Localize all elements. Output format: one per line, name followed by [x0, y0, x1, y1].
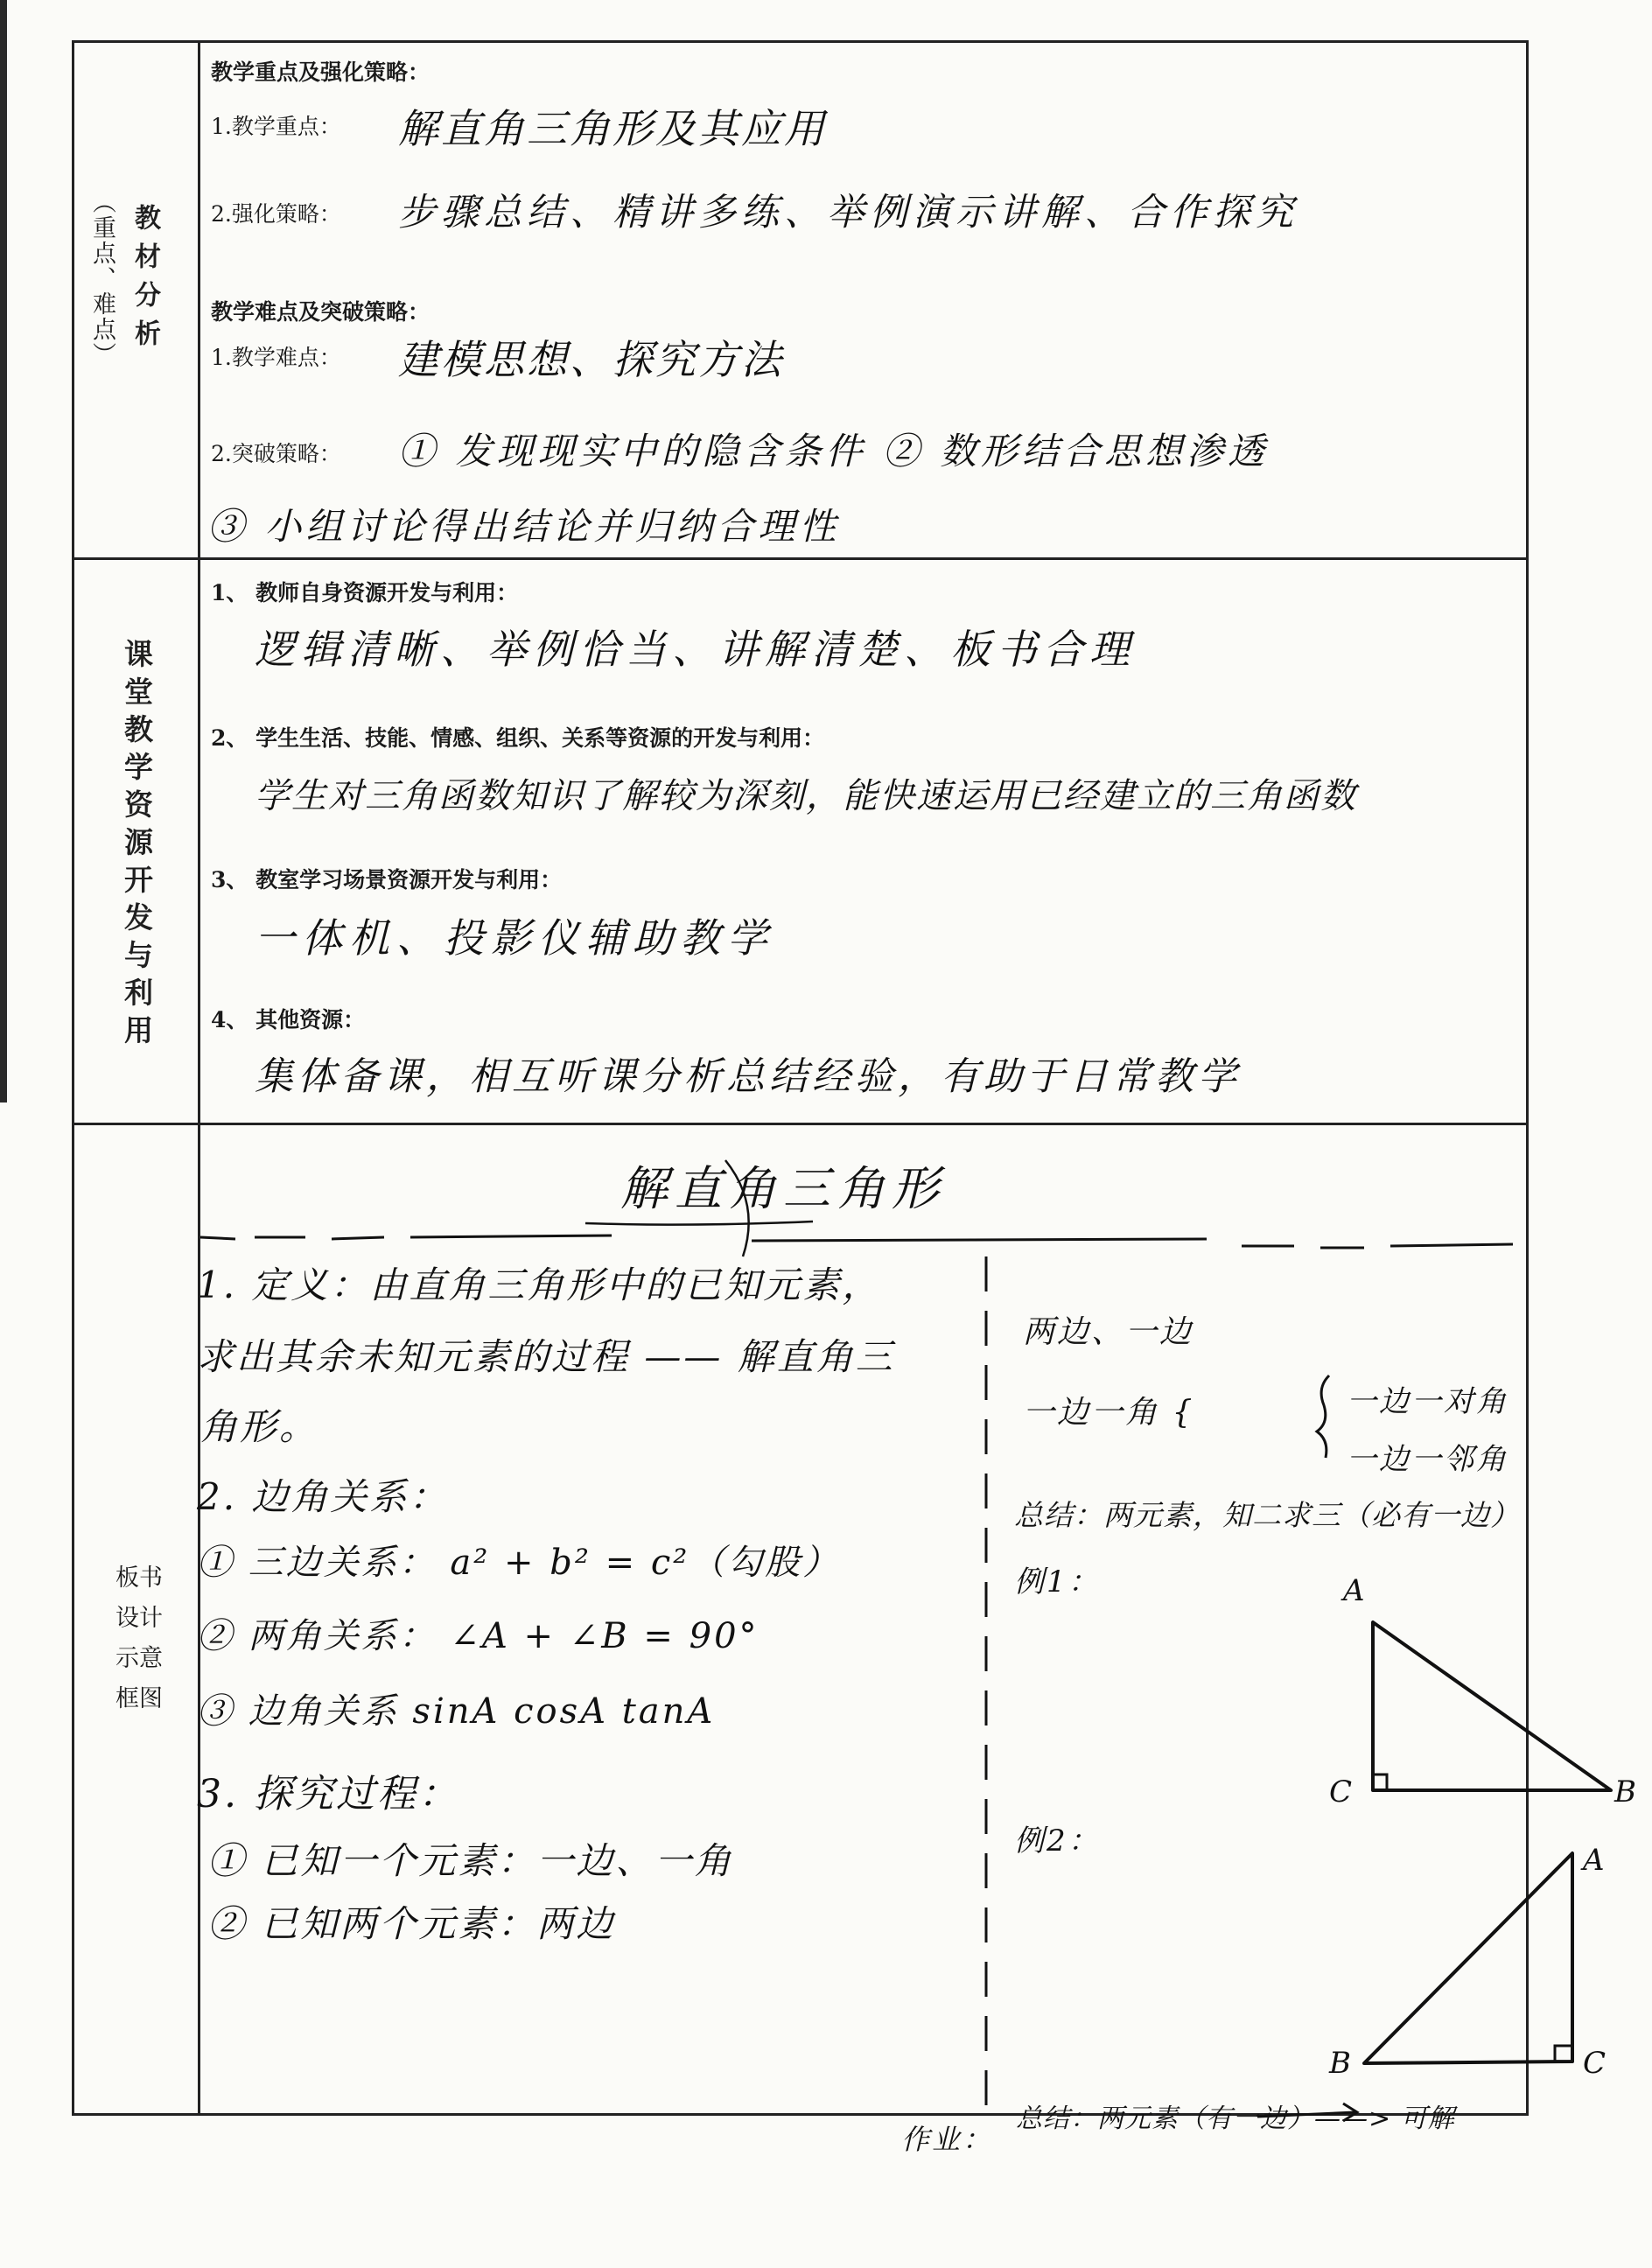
scan-edge-mark [0, 0, 7, 1102]
reinforce-label: 2.强化策略： [211, 201, 341, 227]
label-key-difficult: （重点、难点） [88, 190, 116, 368]
board-design-row [74, 1123, 1639, 2134]
label-board-design [87, 1558, 192, 1719]
triangle-2-diagram [200, 1125, 1530, 2118]
board-left-line: ② 已知两个元素：两边 [207, 1902, 616, 1945]
teaching-material-analysis-row [74, 43, 1526, 557]
label-line: 框图 [116, 1685, 163, 1712]
focus-point-label: 1.教学重点： [211, 114, 341, 139]
homework-note: 作业： [901, 2123, 994, 2156]
label-classroom-resources: 课堂教学资源开发与利用 [120, 639, 154, 1053]
row-label-cell [74, 43, 200, 557]
resource-item-2-handwriting: 学生对三角函数知识了解较为深刻，能快速运用已经建立的三角函数 [255, 776, 1357, 816]
board-content-cell [197, 1125, 1639, 2134]
resource-item-1-label: 1、 教师自身资源开发与利用： [211, 580, 519, 606]
label-line: 示意 [116, 1645, 163, 1672]
board-left-line: 求出其余未知元素的过程 —— 解直角三 [197, 1335, 895, 1378]
focus-point-handwriting: 解直角三角形及其应用 [398, 105, 827, 152]
label-line: 设计 [116, 1605, 163, 1632]
board-left-line: ③ 边角关系 sinA cosA tanA [197, 1691, 716, 1732]
triangle-1-vertex-b: B [1614, 1774, 1639, 1810]
triangle-1-vertex-a: A [1343, 1573, 1368, 1608]
difficulty-handwriting: 建模思想、探究方法 [398, 336, 784, 383]
board-left-line: 2. 边角关系： [197, 1475, 449, 1518]
triangle-2-vertex-b: B [1329, 2046, 1354, 2081]
board-right-line: 一边一角 { [1023, 1395, 1195, 1431]
resource-item-2-label: 2、 学生生活、技能、情感、组织、关系等资源的开发与利用： [211, 725, 825, 751]
board-left-line: 3. 探究过程： [197, 1772, 459, 1816]
breakthrough-label: 2.突破策略： [211, 441, 341, 466]
label-line: 板书 [116, 1564, 163, 1592]
breakthrough-handwriting-2: ③ 小组讨论得出结论并归纳合理性 [207, 505, 841, 548]
resource-item-3-label: 3、 教室学习场景资源开发与利用： [211, 867, 563, 892]
resource-item-4-handwriting: 集体备课，相互听课分析总结经验，有助于日常教学 [255, 1054, 1241, 1099]
board-left-line: 1. 定义：由直角三角形中的已知元素， [197, 1264, 882, 1306]
label-material-analysis: 教材分析 [130, 204, 160, 358]
difficulty-label: 1.教学难点： [211, 345, 341, 370]
board-left-line: 角形。 [200, 1405, 319, 1448]
board-summary: 总结：两元素（有一边）——> 可解 [1016, 2104, 1455, 2134]
content-cell [200, 43, 1526, 557]
board-right-line: 总结：两元素，知二求三（必有一边） [1014, 1498, 1520, 1532]
board-right-line: 一边一邻角 [1347, 1442, 1508, 1477]
board-title: 解直角三角形 [620, 1161, 946, 1216]
difficulty-heading: 教学难点及突破策略： [211, 299, 430, 325]
row-label-cell [74, 560, 200, 1123]
board-left-line: ① 已知一个元素：一边、一角 [207, 1839, 734, 1882]
reinforce-handwriting: 步骤总结、精讲多练、举例演示讲解、合作探究 [398, 191, 1298, 234]
triangle-2-vertex-a: A [1583, 1843, 1607, 1878]
classroom-resources-row [74, 557, 1526, 1123]
board-left-line: ② 两角关系： ∠A + ∠B = 90° [197, 1616, 760, 1656]
triangle-2-vertex-c: C [1583, 2046, 1609, 2081]
board-left-line: ① 三边关系： a² + b² = c²（勾股） [197, 1543, 841, 1583]
focus-heading: 教学重点及强化策略： [211, 60, 430, 85]
row-label-cell [74, 1125, 200, 2116]
board-right-line: 一边一对角 [1347, 1384, 1508, 1419]
lesson-plan-table [72, 40, 1639, 2134]
board-right-line: 两边、一边 [1023, 1314, 1194, 1350]
triangle-1-vertex-c: C [1329, 1774, 1355, 1810]
breakthrough-handwriting: ① 发现现实中的隐含条件 ② 数形结合思想渗透 [398, 430, 1270, 472]
board-right-line: 例1： [1014, 1564, 1101, 1600]
resource-item-1-handwriting: 逻辑清晰、举例恰当、讲解清楚、板书合理 [255, 626, 1136, 673]
resource-item-3-handwriting: 一体机、投影仪辅助教学 [255, 914, 774, 962]
resource-item-4-label: 4、 其他资源： [211, 1007, 366, 1032]
example2-label: 例2： [1014, 1824, 1101, 1858]
content-cell [200, 560, 1526, 1123]
